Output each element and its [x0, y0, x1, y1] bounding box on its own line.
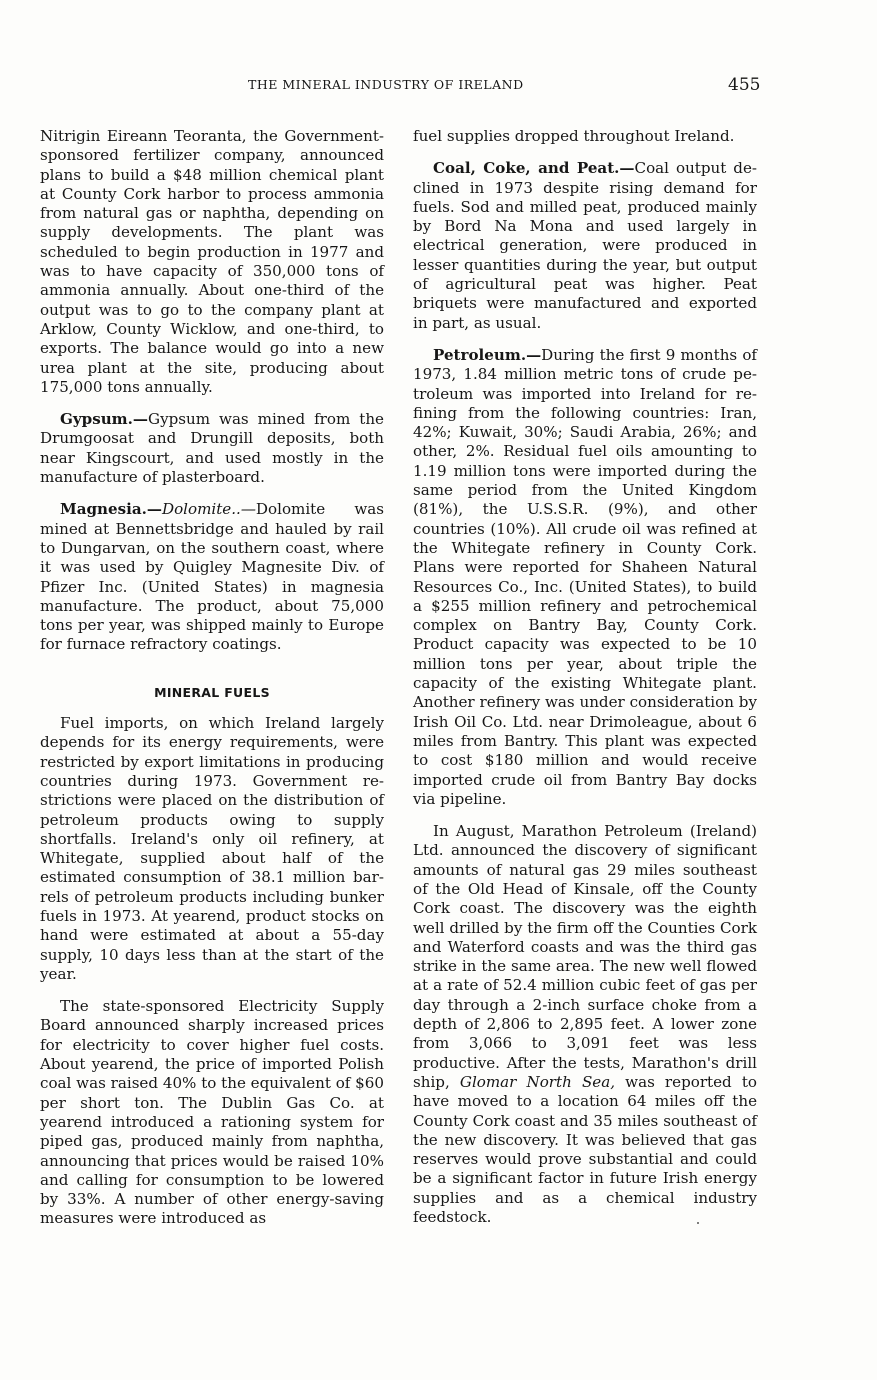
page-number: 455: [728, 75, 761, 95]
petroleum-text: During the first 9 months of 1973, 1.84 million metric tons of crude petroleum was imported into Ireland for refining from the following countries: Iran, 42%; Kuwait, 30%; Saudi Arabia, 26%; and other, 2%. Residual fuel oils amounting to 1.19 million tons were imported during the same period from the United Kingdom (81%), the U.S.S.R. (9%), and other countries (10%). All crude oil was refined at the Whitegate refinery in County Cork. Plans were reported for Shaheen Natural Resources Co., Inc. (United States), to build a $255 million refinery and petrochemical complex on Bantry Bay, County Cork. Product capacity was expected to be 10 million tons per year, about triple the capacity of the existing Whitegate plant. Another refinery was under consideration by Irish Oil Co. Ltd. near Drimoleague, about 6 miles from Bantry. This plant was expected to cost $180 million and would receive imported crude oil from Bantry Bay docks via pipeline.: [413, 345, 757, 808]
running-header: [0, 75, 877, 95]
gypsum-text: Gypsum was mined from the Drumgoosat and Drungill deposits, both near Kingscourt, and used mostly in the manufacture of plasterboard.: [40, 410, 384, 487]
coal-paragraph: [413, 159, 757, 333]
left-column: [40, 127, 384, 1242]
magnesia-paragraph: [40, 500, 384, 654]
scan-speck: [697, 1222, 699, 1224]
marathon-text-2: was reported to have moved to a location 64 miles off the County Cork coast and 35 miles southeast of the new discovery. It was believed that gas reserves would prove substantial and could be a significant factor in future Irish energy supplies and as a chemical industry feedstock.: [413, 1072, 757, 1227]
magnesia-heading: Magnesia.—: [60, 500, 162, 519]
coal-heading: Coal, Coke, and Peat.—: [433, 159, 635, 178]
section-heading-mineral-fuels: MINERAL FUELS: [154, 684, 270, 700]
magnesia-text: Dolomite was mined at Bennettsbridge and hauled by rail to Dungarvan, on the southern coast, where it was used by Quigley Magnesite Div. of Pfizer Inc. (United States) in magnesia manufacture. The product, about 75,000 tons per year, was shipped mainly to Europe for furnace refractory coatings.: [40, 500, 384, 654]
marathon-paragraph: [413, 822, 757, 1227]
nitrigin-paragraph: Nitrigin Eireann Teoranta, the Government-sponsored fertilizer company, announced plans to build a $48 million chemical plant at County Cork harbor to process ammonia from natural gas or naphtha, depending on supply developments. The plant was scheduled to begin production in 1977 and was to have capacity of 350,000 tons of ammonia annually. About one-third of the output was to go to the company plant at Arklow, County Wicklow, and one-third, to exports. The balance would go into a new urea plant at the site, producing about 175,000 tons annually.: [40, 127, 384, 396]
running-title: THE MINERAL INDUSTRY OF IRELAND: [248, 77, 524, 92]
marathon-text-1: In August, Marathon Petroleum (Ireland) Ltd. announced the discovery of significant amounts of natural gas 29 miles southeast of the Old Head of Kinsale, off the County Cork coast. The discovery was the eighth well drilled by the firm off the Counties Cork and Waterford coasts and was the third gas strike in the same area. The new well flowed at a rate of 52.4 million cubic feet of gas per day through a 2-inch surface choke from a depth of 2,806 to 2,895 feet. A lower zone from 3,066 to 3,091 feet was less productive. After the tests, Marathon's drill ship,: [413, 822, 757, 1091]
ship-name: Glomar North Sea,: [459, 1072, 616, 1091]
right-column: [413, 127, 757, 1240]
fuel-imports-paragraph: Fuel imports, on which Ireland largely depends for its energy requirements, were restricted by export limitations in producing countries during 1973. Government restrictions were placed on the distribution of petroleum products owing to supply shortfalls. Ireland's only oil refinery, at Whitegate, supplied about half of the estimated consumption of 38.1 million barrels of petroleum products including bunker fuels in 1973. At yearend, product stocks on hand were estimated at about a 55-day supply, 10 days less than at the start of the year.: [40, 714, 384, 983]
gypsum-heading: Gypsum.—: [60, 410, 149, 429]
gypsum-paragraph: [40, 410, 384, 487]
dolomite-subheading: Dolomite..—: [161, 500, 256, 519]
petroleum-paragraph: [413, 346, 757, 809]
electricity-paragraph: The state-sponsored Electricity Supply Board announced sharply increased prices for electricity to cover higher fuel costs. About yearend, the price of imported Polish coal was raised 40% to the equivalent of $60 per short ton. The Dublin Gas Co. at yearend introduced a rationing system for piped gas, produced mainly from naphtha, announcing that prices would be raised 10% and calling for consumption to be lowered by 33%. A number of other energy-saving measures were introduced as: [40, 997, 384, 1228]
continuation-line: fuel supplies dropped throughout Ireland.: [413, 127, 735, 145]
coal-text: Coal output declined in 1973 despite rising demand for fuels. Sod and milled peat, produced mainly by Bord Na Mona and used largely in electrical generation, were produced in lesser quantities during the year, but output of agricultural peat was higher. Peat briquets were manufactured and exported in part, as usual.: [413, 159, 757, 332]
petroleum-heading: Petroleum.—: [433, 345, 542, 364]
